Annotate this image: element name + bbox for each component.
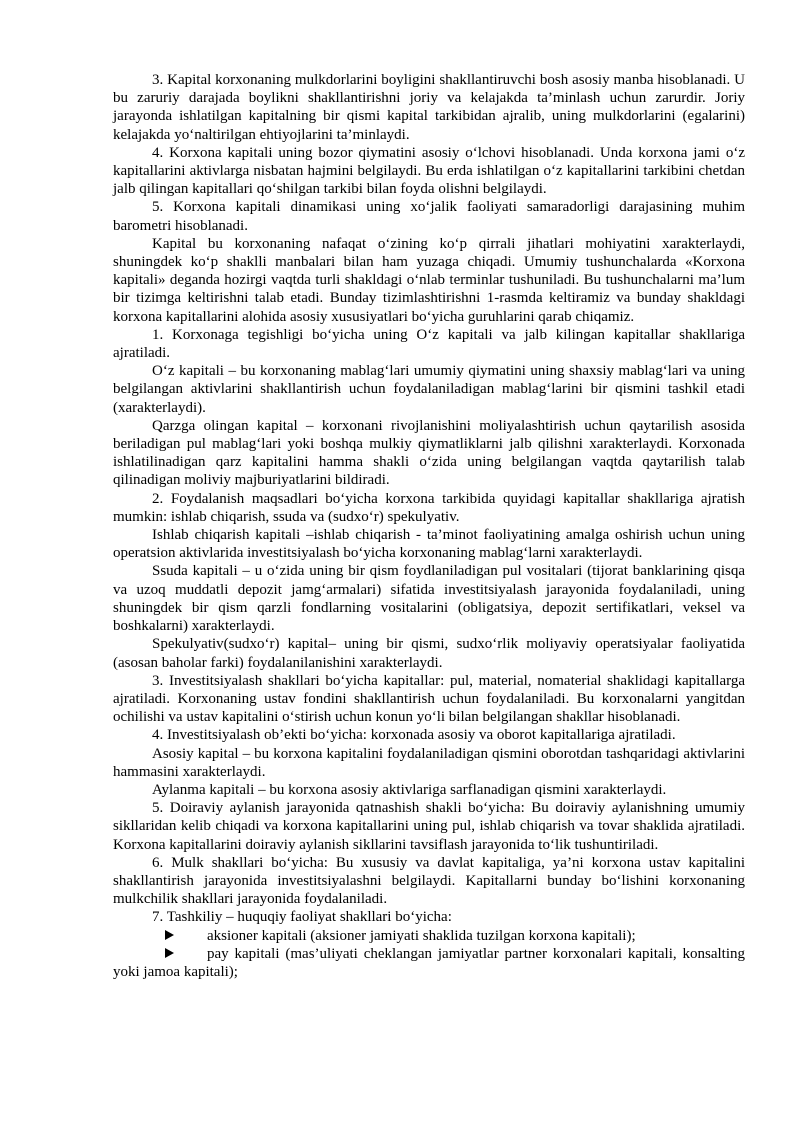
paragraph: 4. Korxona kapitali uning bozor qiymatini asosiy o‘lchovi hisoblanadi. Unda korxona jami o‘z kapitallarini aktivlarga nisbatan hajmini belgilaydi. Bu erda ishlatilgan o‘z kapitallarini tarkibini chetdan jalb qilingan kapitallari qo‘shilgan tarkibi bilan foyda olishni belgilaydi. <box>113 144 745 198</box>
paragraph: O‘z kapitali – bu korxonaning mablag‘lari umumiy qiymatini uning shaxsiy mablag‘lari va uning belgilangan aktivlarini shakllantirish uchun foydalaniladigan mablag‘larini bir qismini tashkil etadi (xarakterlaydi). <box>113 363 745 416</box>
paragraph: Spekulyativ(sudxo‘r) kapital– uning bir qismi, sudxo‘rlik moliyaviy operatsiyalar faoliyatida (asosan baholar farki) foydalanilanishini xarakterlaydi. <box>113 636 745 671</box>
arrowhead-right-icon <box>165 948 174 958</box>
paragraph: 3. Investitsiyalash shakllari bo‘yicha kapitallar: pul, material, nomaterial shaklidagi kapitallarga ajratiladi. Korxonaning ustav fondini shakllantirish uchun foydalaniladi. Bu korxonalarni yangitdan ochilishi va ustav kapitalini o‘stirish uchun konun yo‘li bilan belgilangan shakllar hisoblanadi. <box>113 672 745 726</box>
paragraph: Qarzga olingan kapital – korxonani rivojlanishini moliyalashtirish uchun qaytarilish asosida beriladigan pul mablag‘lari yoki boshqa mulkiy qiymatliklarni jalb qilishni xarakterlaydi. Korxonada ishlatilinadigan qarz kapitalini hamma shakli o‘zida uning belgilangan vaqtda qaytarilish talab qilinadigan moliviy majburiyatlarini bildiradi. <box>113 417 745 489</box>
paragraph: 4. Investitsiyalash ob’ekti bo‘yicha: korxonada asosiy va oborot kapitallariga ajratiladi. <box>152 727 676 744</box>
arrowhead-right-icon <box>165 930 174 940</box>
bullet-item <box>113 945 745 981</box>
paragraph: Aylanma kapitali – bu korxona asosiy aktivlariga sarflanadigan qismini xarakterlaydi. <box>152 781 667 798</box>
paragraph: Kapital bu korxonaning nafaqat o‘zining ko‘p qirrali jihatlari mohiyatini xarakterlaydi, shuningdek ko‘p shaklli manbalari bilan ham yuzaga chiqadi. Umumiy tushunchalarda «Korxona kapitali» deganda hozirgi vaqtda turli shakldagi o‘nlab terminlar tushuniladi. Bu tushunchalarni ma’lum bir tizimga keltirishni talab etadi. Bunday tizimlashtirishni 1-rasmda keltiramiz va bunday shakldagi korxona kapitallarini alohida asosiy xususiyatlari bo‘yicha guruhlarini qarab chiqamiz. <box>113 235 745 325</box>
paragraph: 2. Foydalanish maqsadlari bo‘yicha korxona tarkibida quyidagi kapitallar shakllariga ajratish mumkin: ishlab chiqarish, ssuda va (sudxo‘r) spekulyativ. <box>113 490 745 525</box>
paragraph: Ssuda kapitali – u o‘zida uning bir qism foydlaniladigan pul vositalari (tijorat banklarining qisqa va uzoq muddatli depozit jamg‘armalari) sifatida investitsiyalash jarayonida foydalaniladi, uning shuningdek bir qism qarzli fondlarning vositalarini (obligatsiya, depozit sertifikatlari, veksel va boshkalarni) xarakterlaydi. <box>113 563 745 635</box>
bullet-item <box>113 927 745 945</box>
paragraph: 6. Mulk shakllari bo‘yicha: Bu xususiy va davlat kapitaliga, ya’ni korxona ustav kapitalini shakllantirish jarayonida investitsiyalashni belgilaydi. Kapitallarni bunday bo‘lishini korxonaning mulkchilik shakllari jarayonida foydalaniladi. <box>113 854 745 908</box>
bullet-item-text: aksioner kapitali (aksioner jamiyati shaklida tuzilgan korxona kapitali); <box>207 927 636 944</box>
paragraph: 5. Doiraviy aylanish jarayonida qatnashish shakli bo‘yicha: Bu doiraviy aylanishning umumiy sikllaridan kelib chiqadi va korxona kapitallarini uning pul, ishlab chiqarish va tovar shaklida ajratiladi. Korxona kapitallarini doiraviy aylanish sikllarini tavsiflash jarayonida to‘lik tushuntiriladi. <box>113 800 745 853</box>
paragraph: 3. Kapital korxonaning mulkdorlarini boyligini shakllantiruvchi bosh asosiy manba hisoblanadi. U bu zaruriy darajada boylikni shakllantirishni joriy va kelajakda ta’minlash uchun zarurdir. Joriy jarayonda ishlatilgan kapitalning bir qismi kapital tarkibidan ajralib, uning mulkdorlarini (egalarini) kelajakda yo‘naltirilgan ehtiyojlarini ta’minlaydi. <box>113 72 745 143</box>
paragraph: 7. Tashkiliy – huquqiy faoliyat shakllari bo‘yicha: <box>152 909 452 926</box>
paragraph: 5. Korxona kapitali dinamikasi uning xo‘jalik faoliyati samaradorligi darajasining muhim barometri hisoblanadi. <box>113 199 745 234</box>
paragraph: 1. Korxonaga tegishligi bo‘yicha uning O‘z kapitali va jalb kilingan kapitallar shakllariga ajratiladi. <box>113 326 745 362</box>
bullet-item-text: pay kapitali (mas’uliyati cheklangan jamiyatlar partner korxonalari kapitali, konsalting yoki jamoa kapitali); <box>113 945 745 980</box>
paragraph: Ishlab chiqarish kapitali –ishlab chiqarish - ta’minot faoliyatining amalga oshirish uchun uning operatsion aktivlarida investitsiyalash bo‘yicha korxonaning mablag‘larni xarakterlaydi. <box>113 527 745 562</box>
paragraph: Asosiy kapital – bu korxona kapitalini foydalaniladigan qismini oborotdan tashqaridagi aktivlarini hammasini xarakterlaydi. <box>113 745 745 780</box>
